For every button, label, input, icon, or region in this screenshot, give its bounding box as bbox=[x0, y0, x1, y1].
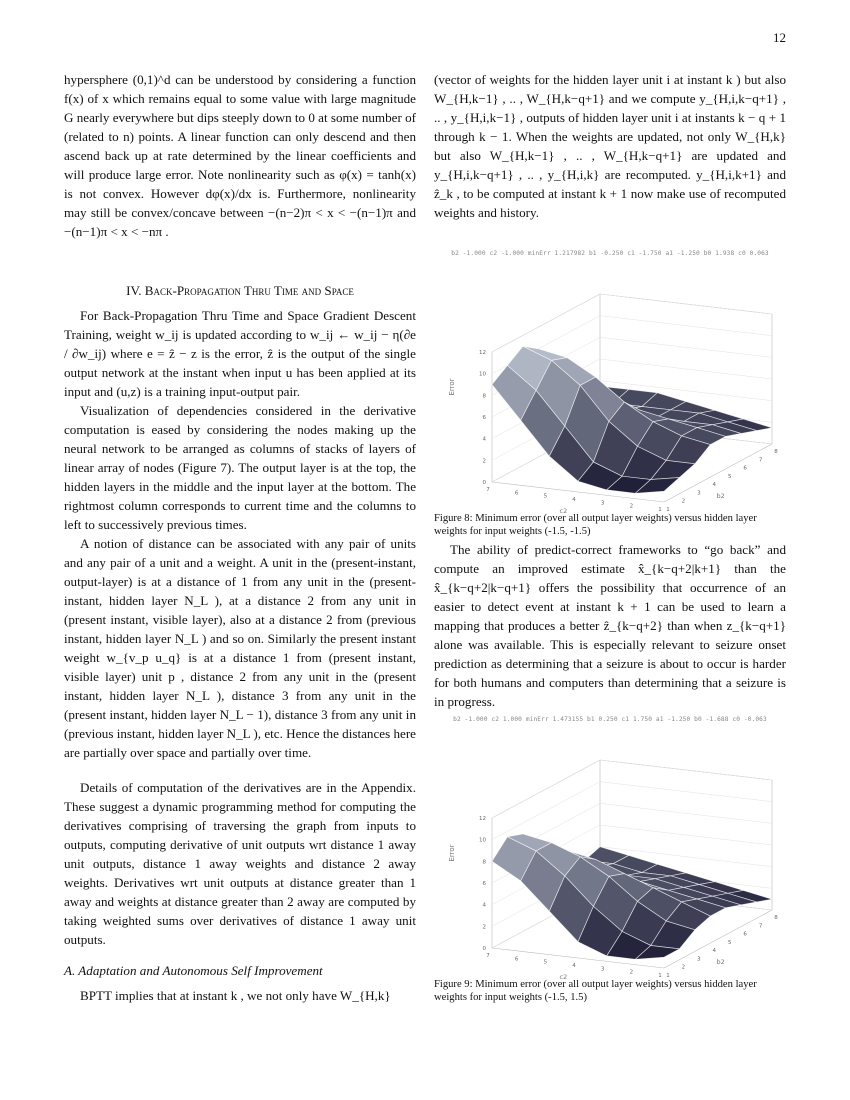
x-axis-label: c2 bbox=[559, 973, 568, 981]
y-tick-label: 5 bbox=[727, 939, 732, 946]
paragraph: BPTT implies that at instant k , we not only have W_{H,k} bbox=[80, 988, 391, 1003]
x-tick-label: 7 bbox=[486, 487, 490, 493]
z-tick-label: 4 bbox=[482, 436, 486, 443]
page-number: 12 bbox=[773, 30, 786, 45]
x-tick-label: 2 bbox=[629, 503, 634, 510]
x-axis-label: c2 bbox=[559, 507, 568, 515]
paragraph: (vector of weights for the hidden layer unit i at instant k ) but also W_{H,k−1} , .. , W_{H,k−q+1} and we compute y_{H,i,k−q+1} , .. , y_{H,i,k−1} , outputs of hidden layer unit i at instants k − q + 1 through k − 1. When the weights are updated, not only W_{H,k} but also W_{H,k−1} , .. , W_{H,k−q+1} are updated and y_{H,i,k−q+1} , .. , y_{H,i,k} are recomputed. y_{H,i,k+1} and ẑ_k , to be computed at instant k + 1 now make use of recomputed weights and history. bbox=[434, 72, 786, 220]
x-tick-label: 4 bbox=[572, 963, 576, 969]
y-tick-label: 1 bbox=[666, 507, 670, 513]
x-tick-label: 7 bbox=[486, 953, 490, 959]
z-tick-label: 10 bbox=[479, 837, 486, 844]
figure-caption: Figure 8: Minimum error (over all output layer weights) versus hidden layer weights for input weights (-1.5, -1.5) bbox=[434, 513, 757, 537]
y-tick-label: 3 bbox=[697, 956, 701, 963]
y-tick-label: 7 bbox=[758, 457, 763, 464]
gridline bbox=[492, 760, 600, 818]
y-tick-label: 8 bbox=[774, 449, 778, 455]
gridline bbox=[492, 294, 600, 352]
z-tick-label: 0 bbox=[482, 946, 486, 952]
gridline bbox=[600, 359, 772, 379]
y-tick-label: 8 bbox=[774, 915, 778, 921]
z-tick-label: 0 bbox=[482, 480, 486, 486]
paragraph: hypersphere (0,1)^d can be understood by considering a function f(x) of x which remains equal to some value with large magnitude G nearly everywhere but dips steeply down to 0 at some number of (related to n) points. A linear function can only descend and then ascend back up at rate determined by the linear coefficients and will produce large error. Note nonlinearity such as φ(x) = tanh(x) is not convex. However dφ(x)/dx is. Furthermore, nonlinearity may still be convex/concave between −(n−2)π < x < −(n−1)π and −(n−1)π < x < −nπ . bbox=[64, 72, 416, 239]
section-title: Back-Propagation Thru Time and Space bbox=[144, 283, 354, 298]
paragraph: A notion of distance can be associated with any pair of units and any pair of a unit and a weight. A unit in the (present-instant, output-layer) is at a distance of 1 from any unit in the (present-instant, hidden layer N_L ), at a distance 2 from any unit in (present instant, visible layer), also at a distance 2 from (previous instant, hidden layer N_L ) and so on. Similarly the present instant weight w_{v_p u_q} is at a distance 1 from (present instant, visible layer) unit p , distance 2 from any unit in the (present instant, hidden layer N_L ), distance 3 from any unit in the (present instant, hidden layer N_L − 1), distance 3 from any unit in (previous instant, hidden layer N_L ), etc. Hence the distances here are partially over space and partially over time. bbox=[64, 536, 416, 760]
z-tick-label: 6 bbox=[482, 881, 486, 887]
z-tick-label: 6 bbox=[482, 415, 486, 421]
section-number: IV. bbox=[126, 283, 142, 298]
x-tick-label: 3 bbox=[600, 500, 605, 507]
z-axis-label: Error bbox=[448, 844, 456, 862]
y-tick-label: 7 bbox=[758, 923, 763, 930]
y-tick-label: 2 bbox=[681, 498, 686, 505]
y-tick-label: 2 bbox=[681, 964, 686, 971]
subsection-heading: A. Adaptation and Autonomous Self Improvement bbox=[64, 963, 323, 978]
z-axis-label: Error bbox=[448, 378, 456, 396]
y-tick-label: 1 bbox=[666, 973, 670, 979]
surface-plot bbox=[434, 723, 786, 981]
left-column bbox=[64, 70, 416, 1005]
gridline bbox=[600, 337, 772, 357]
surface-plot bbox=[434, 257, 786, 515]
figure-caption: Figure 9: Minimum error (over all output layer weights) versus hidden layer weights for input weights (-1.5, 1.5) bbox=[434, 979, 757, 1003]
gridline bbox=[600, 294, 772, 314]
z-tick-label: 8 bbox=[482, 859, 486, 866]
z-tick-label: 12 bbox=[479, 816, 486, 822]
x-tick-label: 1 bbox=[658, 973, 662, 979]
figure-9 bbox=[434, 716, 786, 1004]
z-tick-label: 12 bbox=[479, 350, 486, 356]
y-tick-label: 4 bbox=[712, 948, 717, 955]
paragraph: The ability of predict-correct frameworks to “go back” and compute an improved estimate x̂_{k−q+2|k+1} than the x̂_{k−q+2|k−q+1} offers the possibility that occurrence of an easier to detect event at instant k + 1 can be used to learn a mapping that produces a better ẑ_{k−q+2} than when z_{k−q+1} alone was available. This is especially relevant to seizure onset prediction as determining that a seizure is about to occur is harder for both humans and computers than determining that a seizure is in progress. bbox=[434, 542, 786, 709]
y-axis-label: b2 bbox=[716, 491, 725, 500]
gridline bbox=[600, 760, 772, 780]
z-tick-label: 10 bbox=[479, 371, 486, 378]
right-column bbox=[434, 70, 786, 222]
section-heading bbox=[64, 281, 416, 300]
y-tick-label: 6 bbox=[743, 931, 747, 938]
gridline bbox=[600, 825, 772, 845]
figure-header: b2 -1.000 c2 -1.000 minErr 1.217982 b1 -0.250 c1 -1.750 a1 -1.250 b0 1.938 c0 0.063 bbox=[451, 250, 769, 257]
paragraph: Visualization of dependencies considered in the derivative computation is eased by considering the nodes making up the neural network to be arranged as columns of stacks of layers of linear array of nodes (Figure 7). The output layer is at the top, the hidden layers in the middle and the input layer at the bottom. The rightmost column corresponds to current time and the columns to left to successively previous times. bbox=[64, 403, 416, 532]
y-tick-label: 6 bbox=[743, 465, 747, 472]
figure-header: b2 -1.000 c2 1.000 minErr 1.473155 b1 0.250 c1 1.750 a1 -1.250 b0 -1.688 c0 -0.063 bbox=[453, 716, 767, 723]
y-tick-label: 5 bbox=[727, 473, 732, 480]
x-tick-label: 2 bbox=[629, 969, 634, 976]
z-tick-label: 8 bbox=[482, 393, 486, 400]
x-tick-label: 1 bbox=[658, 507, 662, 513]
gridline bbox=[600, 803, 772, 823]
x-tick-label: 6 bbox=[514, 956, 519, 963]
z-tick-label: 2 bbox=[482, 924, 486, 931]
y-tick-label: 3 bbox=[697, 490, 701, 497]
gridline bbox=[492, 782, 600, 840]
gridline bbox=[600, 316, 772, 336]
x-tick-label: 5 bbox=[543, 959, 548, 966]
right-column-continued bbox=[434, 540, 786, 711]
paragraph: For Back-Propagation Thru Time and Space Gradient Descent Training, weight w_ij is updated according to w_ij ← w_ij − η(∂e / ∂w_ij) where e = ẑ − z is the error, ẑ is the output of the single output network at the instant when input u has been applied at its input and (u,z) is a training input-output pair. bbox=[64, 308, 416, 399]
z-tick-label: 2 bbox=[482, 458, 486, 465]
paragraph: Details of computation of the derivatives are in the Appendix. These suggest a dynamic programming method for computing the derivatives comprising of traversing the graph from inputs to outputs, computing derivative of unit outputs wrt distance 1 away unit outputs, distance 1 away weights and distance 2 away weights. Derivatives wrt unit outputs at distance greater than 1 away and weights at distance greater than 2 away are computed by taking weighted sums over derivatives of distance 1 away unit outputs. bbox=[64, 780, 416, 947]
gridline bbox=[600, 782, 772, 802]
x-tick-label: 3 bbox=[600, 966, 605, 973]
y-tick-label: 4 bbox=[712, 482, 717, 489]
z-tick-label: 4 bbox=[482, 902, 486, 909]
x-tick-label: 4 bbox=[572, 497, 576, 503]
x-tick-label: 5 bbox=[543, 493, 548, 500]
x-tick-label: 6 bbox=[514, 490, 519, 497]
y-axis-label: b2 bbox=[716, 957, 725, 966]
figure-8 bbox=[434, 250, 786, 538]
